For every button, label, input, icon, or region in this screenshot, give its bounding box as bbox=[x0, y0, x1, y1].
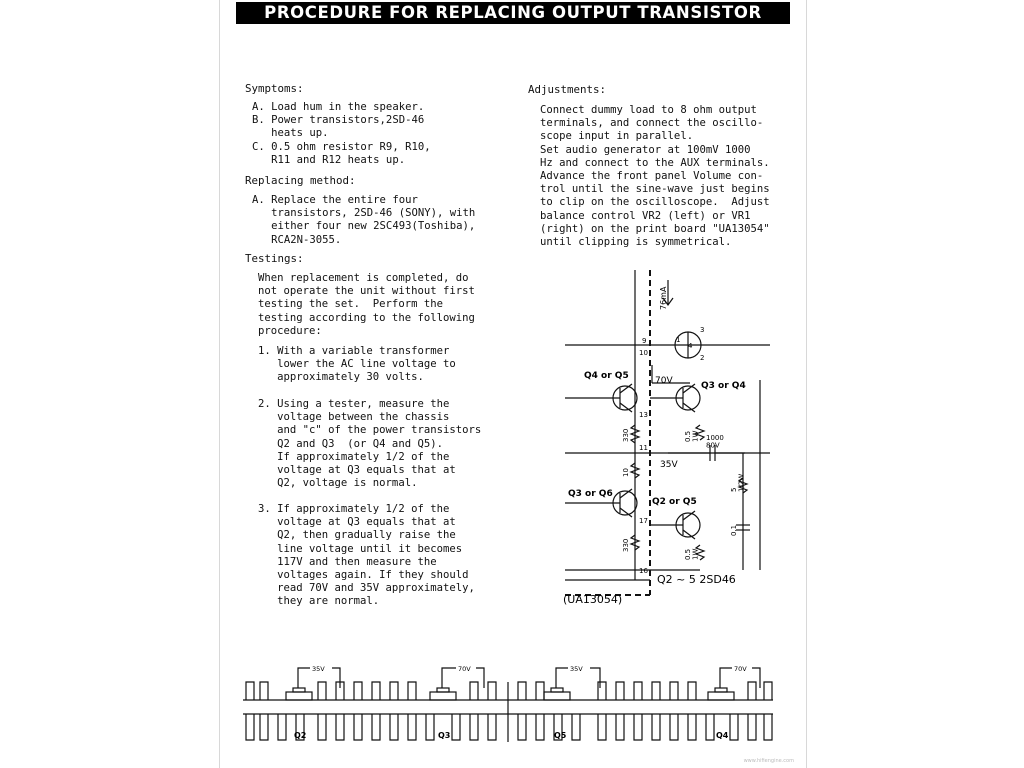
heatsink-q3: Q3 bbox=[438, 731, 451, 740]
pin17-label: 17 bbox=[639, 517, 648, 525]
r05a-label: 0.51W bbox=[684, 430, 700, 442]
r05b-label: 0.51W bbox=[684, 548, 700, 560]
symptom-c: C. 0.5 ohm resistor R9, R10, R11 and R12 heats up. bbox=[252, 141, 431, 167]
cap1000-label: 1000 80V bbox=[706, 434, 724, 450]
q2q5-label: Q2 or Q5 bbox=[652, 497, 697, 507]
pin3-label: 3 bbox=[700, 326, 705, 334]
r5-label: 51/2W bbox=[730, 473, 746, 492]
heatsink-v2: 70V bbox=[458, 665, 471, 673]
r10-label: 10 bbox=[622, 468, 630, 477]
testing-step-1: 1. With a variable transformer lower the AC line voltage to approximately 30 volts. bbox=[258, 345, 456, 384]
page-title: PROCEDURE FOR REPLACING OUTPUT TRANSISTOR bbox=[236, 2, 790, 24]
heatsink-q4: Q4 bbox=[716, 731, 729, 740]
pin1-label: 1 bbox=[676, 336, 681, 344]
testings-intro: When replacement is completed, do not operate the unit without first testing the set. Perform the testing according to the following procedure: bbox=[258, 272, 475, 337]
board-label: (UA13054) bbox=[563, 593, 623, 606]
c01-label: 0.1 bbox=[730, 524, 738, 536]
symptom-a: A. Load hum in the speaker. bbox=[252, 101, 425, 113]
current-label: 76mA bbox=[659, 286, 668, 310]
q3q6-label: Q3 or Q6 bbox=[568, 489, 613, 499]
q3q4-label: Q3 or Q4 bbox=[701, 381, 746, 391]
v70-label: 70V bbox=[655, 376, 673, 386]
watermark: www.hifiengine.com bbox=[743, 758, 794, 764]
symptoms-heading: Symptoms: bbox=[245, 82, 304, 95]
adjustments-body: Connect dummy load to 8 ohm output terminals, and connect the oscillo- scope input in parallel. Set audio generator at 100mV 1000 Hz and connect to the AUX terminals. Advance the front panel Volume con- trol until the sine-wave just begins to clip on the oscilloscope. Adjust balance control VR2 (left) or VR1 (right) on the print board "UA13054" until clipping is symmetrical. bbox=[540, 104, 770, 249]
v35-label: 35V bbox=[660, 460, 678, 470]
symptom-b: B. Power transistors,2SD-46 heats up. bbox=[252, 114, 425, 140]
q4q5-label: Q4 or Q5 bbox=[584, 371, 629, 381]
pin16-label: 16 bbox=[639, 567, 648, 575]
testings-heading: Testings: bbox=[245, 252, 304, 265]
testing-step-3: 3. If approximately 1/2 of the voltage at Q3 equals that at Q2, then gradually raise the line voltage until it becomes 117V and then measure the voltages again. If they should read 70V and 35V approximately, they are normal. bbox=[258, 503, 475, 608]
heatsink-q5: Q5 bbox=[554, 731, 567, 740]
heatsink-diagram bbox=[238, 660, 778, 750]
pin4-label: 4 bbox=[688, 342, 693, 350]
heatsink-v1: 35V bbox=[312, 665, 325, 673]
transistor-type-label: Q2 ~ 5 2SD46 bbox=[657, 573, 736, 586]
replacing-a: A. Replace the entire four transistors, 2SD-46 (SONY), with either four new 2SC493(Toshiba), RCA2N-3055. bbox=[252, 194, 476, 246]
r330b-label: 330 bbox=[622, 538, 630, 552]
output-stage-schematic bbox=[560, 270, 775, 610]
testing-step-2: 2. Using a tester, measure the voltage between the chassis and "c" of the power transistors Q2 and Q3 (or Q4 and Q5). If approximately 1/2 of the voltage at Q3 equals that at Q2, voltage is normal. bbox=[258, 398, 482, 490]
heatsink-v3: 35V bbox=[570, 665, 583, 673]
pin9-label: 9 bbox=[642, 337, 647, 345]
pin11-label: 11 bbox=[639, 444, 648, 452]
replacing-heading: Replacing method: bbox=[245, 174, 356, 187]
heatsink-q2: Q2 bbox=[294, 731, 307, 740]
pin10-label: 10 bbox=[639, 349, 648, 357]
r330a-label: 330 bbox=[622, 428, 630, 442]
pin2-label: 2 bbox=[700, 354, 705, 362]
adjustments-heading: Adjustments: bbox=[528, 83, 607, 96]
heatsink-v4: 70V bbox=[734, 665, 747, 673]
pin13-label: 13 bbox=[639, 411, 648, 419]
